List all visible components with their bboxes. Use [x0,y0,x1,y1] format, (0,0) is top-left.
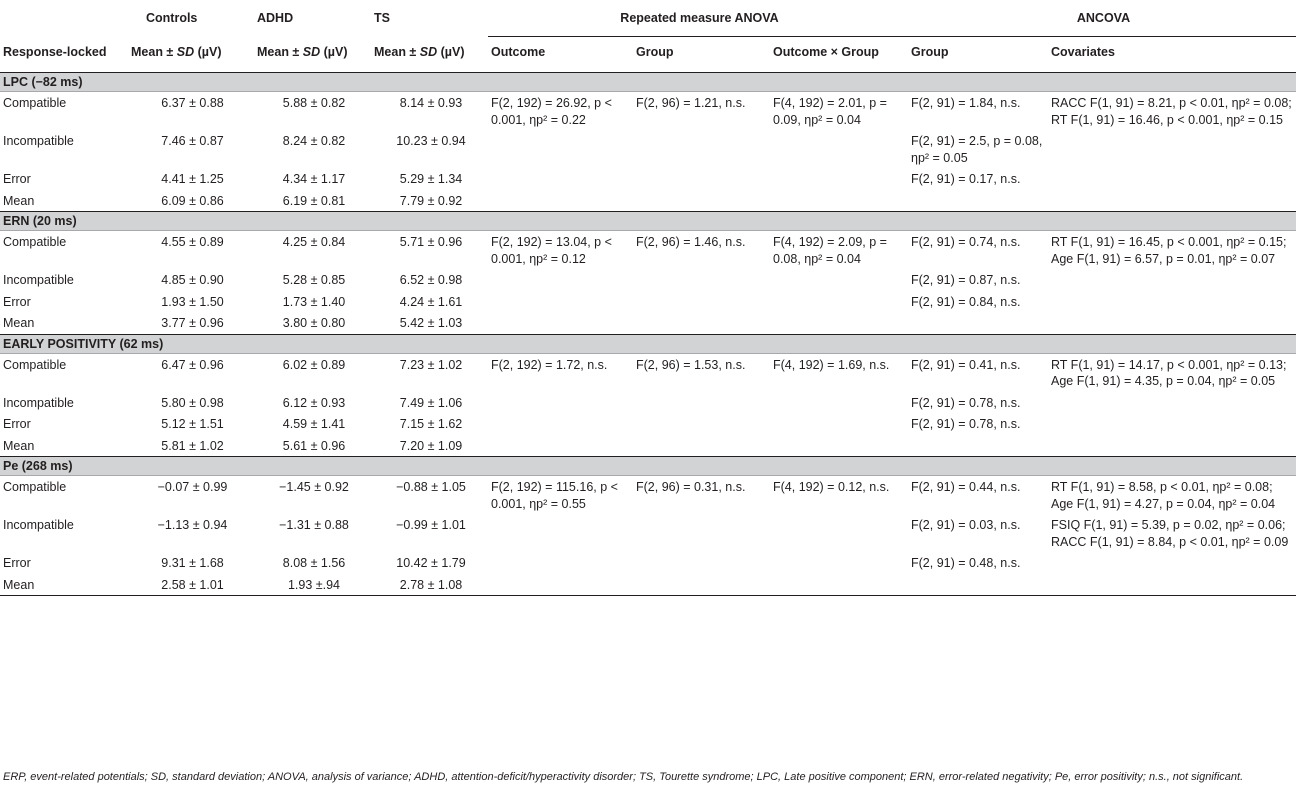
anova-outcome [488,291,633,313]
header-mean-sd-adhd: Mean ± SD (µV) [254,37,371,73]
table-row [0,353,1296,392]
table-row [0,92,1296,131]
ancova-group [908,190,1048,212]
anova-interaction: F(4, 192) = 2.09, p = 0.08, ηp² = 0.04 [773,235,887,266]
table-row [0,312,1296,334]
adhd-value: 8.08 ± 1.56 [282,556,346,570]
row-label: Mean [3,577,35,592]
ancova-covariates: RACC F(1, 91) = 8.21, p < 0.01, ηp² = 0.08; RT F(1, 91) = 16.46, p < 0.001, ηp² = 0.15 [1051,96,1292,127]
ts-value: 5.71 ± 0.96 [399,235,463,249]
results-table [0,6,1296,596]
adhd-value: 4.59 ± 1.41 [282,417,346,431]
anova-interaction [770,552,908,574]
ancova-covariates: RT F(1, 91) = 14.17, p < 0.001, ηp² = 0.13; Age F(1, 91) = 4.35, p = 0.04, ηp² = 0.05 [1051,357,1287,388]
row-label: Compatible [3,235,67,249]
anova-interaction [770,435,908,457]
table-body [0,73,1296,596]
table-row [0,291,1296,313]
row-label: Error [3,172,31,186]
section-header-row [0,73,1296,92]
row-label: Error [3,556,31,570]
controls-value: 1.93 ± 1.50 [161,294,224,309]
ancova-covariates [1048,291,1296,313]
anova-outcome: F(2, 192) = 13.04, p < 0.001, ηp² = 0.12 [491,235,612,266]
row-label: Error [3,417,31,431]
ancova-group: F(2, 91) = 0.84, n.s. [911,294,1021,309]
row-label: Error [3,294,31,309]
table-footnote: ERP, event-related potentials; SD, standard deviation; ANOVA, analysis of variance; ADHD, attention-deficit/hyperactivity disorder; TS, Tourette syndrome; LPC, Late positive component; ERN, error-related negativity; Pe, error positivity; n.s., not significant. [3,771,1244,783]
table-row [0,392,1296,414]
controls-value: 4.55 ± 0.89 [161,235,224,249]
section-title: Pe (268 ms) [0,457,1296,476]
anova-outcome [488,269,633,291]
table-row [0,476,1296,515]
section-title: ERN (20 ms) [0,212,1296,231]
header-empty [0,6,128,37]
header-outcome: Outcome [488,37,633,73]
ts-value: 2.78 ± 1.08 [399,577,463,592]
controls-value: 2.58 ± 1.01 [161,577,224,592]
ancova-covariates: RT F(1, 91) = 8.58, p < 0.01, ηp² = 0.08; Age F(1, 91) = 4.27, p = 0.04, ηp² = 0.04 [1051,480,1276,511]
anova-group [633,552,770,574]
anova-group [633,269,770,291]
anova-group [633,130,770,168]
anova-outcome [488,514,633,552]
table-row [0,514,1296,552]
table-row [0,269,1296,291]
table-row [0,413,1296,435]
anova-group [633,392,770,414]
ts-value: 5.42 ± 1.03 [399,316,463,330]
section-header-row [0,334,1296,353]
anova-interaction: F(4, 192) = 1.69, n.s. [773,357,890,372]
row-label: Incompatible [3,518,74,532]
header-covariates: Covariates [1048,37,1296,73]
ancova-covariates [1048,269,1296,291]
ts-value: 8.14 ± 0.93 [399,96,463,110]
controls-value: 7.46 ± 0.87 [161,134,224,148]
adhd-value: −1.45 ± 0.92 [279,480,349,494]
header-adhd: ADHD [257,11,294,25]
table-row [0,231,1296,270]
row-label: Incompatible [3,395,74,410]
ancova-group: F(2, 91) = 0.41, n.s. [911,357,1021,372]
anova-outcome [488,168,633,190]
anova-group: F(2, 96) = 0.31, n.s. [636,480,746,494]
ts-value: 5.29 ± 1.34 [399,172,463,186]
ancova-group: F(2, 91) = 0.74, n.s. [911,235,1021,249]
ancova-group: F(2, 91) = 2.5, p = 0.08, ηp² = 0.05 [911,134,1043,165]
ancova-covariates [1048,435,1296,457]
ts-value: 4.24 ± 1.61 [399,294,463,309]
anova-outcome [488,190,633,212]
header-ancova: ANCOVA [908,6,1296,37]
anova-group [633,190,770,212]
anova-interaction [770,168,908,190]
ts-value: −0.99 ± 1.01 [396,518,466,532]
table-row [0,130,1296,168]
anova-interaction: F(4, 192) = 2.01, p = 0.09, ηp² = 0.04 [773,96,887,127]
table-row [0,435,1296,457]
ancova-covariates: RT F(1, 91) = 16.45, p < 0.001, ηp² = 0.15; Age F(1, 91) = 6.57, p = 0.01, ηp² = 0.07 [1051,235,1287,266]
anova-interaction [770,514,908,552]
row-label: Incompatible [3,273,74,287]
anova-group [633,435,770,457]
ancova-group: F(2, 91) = 0.48, n.s. [911,556,1021,570]
adhd-value: 1.93 ±.94 [287,577,341,592]
ts-value: 10.42 ± 1.79 [396,556,466,570]
controls-value: −0.07 ± 0.99 [157,480,228,494]
ancova-group [908,312,1048,334]
header-mean-sd-controls: Mean ± SD (µV) [128,37,254,73]
anova-interaction [770,190,908,212]
ts-value: 7.20 ± 1.09 [399,438,463,453]
row-label: Compatible [3,357,67,372]
header-row-top [0,6,1296,37]
ancova-group: F(2, 91) = 0.17, n.s. [911,172,1021,186]
row-label: Mean [3,193,35,208]
adhd-value: 8.24 ± 0.82 [282,134,346,148]
anova-outcome: F(2, 192) = 1.72, n.s. [491,357,608,372]
anova-group [633,312,770,334]
anova-interaction: F(4, 192) = 0.12, n.s. [773,480,890,494]
header-rm-anova: Repeated measure ANOVA [488,6,908,37]
anova-outcome [488,392,633,414]
row-label: Incompatible [3,134,74,148]
anova-group: F(2, 96) = 1.53, n.s. [636,357,746,372]
anova-group [633,168,770,190]
ancova-covariates [1048,312,1296,334]
adhd-value: 6.12 ± 0.93 [282,395,346,410]
anova-interaction [770,269,908,291]
controls-value: 5.81 ± 1.02 [161,438,224,453]
controls-value: 4.85 ± 0.90 [161,273,224,287]
anova-outcome [488,574,633,596]
section-title: EARLY POSITIVITY (62 ms) [0,334,1296,353]
row-label: Mean [3,438,35,453]
anova-interaction [770,312,908,334]
table-row [0,552,1296,574]
ts-value: −0.88 ± 1.05 [396,480,466,494]
section-header-row [0,457,1296,476]
header-ancova-group: Group [908,37,1048,73]
ancova-group: F(2, 91) = 0.44, n.s. [911,480,1021,494]
section-header-row [0,212,1296,231]
ts-value: 6.52 ± 0.98 [399,273,463,287]
controls-value: 5.80 ± 0.98 [161,395,224,410]
ancova-covariates [1048,552,1296,574]
ancova-group: F(2, 91) = 1.84, n.s. [911,96,1021,110]
ts-value: 7.79 ± 0.92 [399,193,463,208]
ts-value: 7.15 ± 1.62 [399,417,463,431]
anova-group: F(2, 96) = 1.21, n.s. [636,96,746,110]
controls-value: 6.37 ± 0.88 [161,96,224,110]
anova-outcome [488,413,633,435]
anova-outcome [488,552,633,574]
ancova-covariates [1048,574,1296,596]
ancova-covariates [1048,130,1296,168]
table-row [0,168,1296,190]
anova-outcome [488,435,633,457]
header-outcome-x-group: Outcome × Group [770,37,908,73]
controls-value: 4.41 ± 1.25 [161,172,224,186]
header-row-sub [0,37,1296,73]
ts-value: 7.23 ± 1.02 [399,357,463,372]
ancova-group [908,574,1048,596]
anova-interaction [770,413,908,435]
anova-interaction [770,291,908,313]
header-mean-sd-ts: Mean ± SD (µV) [371,37,488,73]
adhd-value: 4.34 ± 1.17 [282,172,346,186]
anova-group [633,413,770,435]
ancova-covariates [1048,392,1296,414]
row-label: Mean [3,316,35,330]
ancova-group: F(2, 91) = 0.87, n.s. [911,273,1021,287]
controls-value: −1.13 ± 0.94 [157,518,228,532]
controls-value: 6.47 ± 0.96 [161,357,224,372]
ancova-covariates: FSIQ F(1, 91) = 5.39, p = 0.02, ηp² = 0.06; RACC F(1, 91) = 8.84, p < 0.01, ηp² = 0.09 [1051,518,1289,549]
anova-outcome [488,312,633,334]
section-title: LPC (−82 ms) [0,73,1296,92]
anova-outcome: F(2, 192) = 26.92, p < 0.001, ηp² = 0.22 [491,96,612,127]
anova-group: F(2, 96) = 1.46, n.s. [636,235,746,249]
ancova-group [908,435,1048,457]
ancova-group: F(2, 91) = 0.78, n.s. [911,417,1021,431]
adhd-value: 5.61 ± 0.96 [282,438,346,453]
ancova-covariates [1048,168,1296,190]
anova-interaction [770,392,908,414]
header-controls: Controls [146,11,198,25]
controls-value: 9.31 ± 1.68 [161,556,224,570]
ancova-covariates [1048,190,1296,212]
adhd-value: 6.19 ± 0.81 [282,193,346,208]
header-response-locked: Response-locked [0,37,128,73]
anova-interaction [770,130,908,168]
table-row [0,190,1296,212]
row-label: Compatible [3,96,67,110]
anova-interaction [770,574,908,596]
controls-value: 5.12 ± 1.51 [161,417,224,431]
adhd-value: 1.73 ± 1.40 [282,294,346,309]
ts-value: 7.49 ± 1.06 [399,395,463,410]
anova-group [633,291,770,313]
adhd-value: 3.80 ± 0.80 [282,316,346,330]
controls-value: 3.77 ± 0.96 [161,316,224,330]
adhd-value: 5.88 ± 0.82 [282,96,346,110]
header-group: Group [633,37,770,73]
adhd-value: 5.28 ± 0.85 [282,273,346,287]
ts-value: 10.23 ± 0.94 [396,134,466,148]
adhd-value: 6.02 ± 0.89 [282,357,346,372]
adhd-value: 4.25 ± 0.84 [282,235,346,249]
header-ts: TS [374,11,390,25]
adhd-value: −1.31 ± 0.88 [279,518,349,532]
anova-group [633,514,770,552]
ancova-group: F(2, 91) = 0.03, n.s. [911,518,1021,532]
ancova-group: F(2, 91) = 0.78, n.s. [911,395,1021,410]
ancova-covariates [1048,413,1296,435]
table-row [0,574,1296,596]
anova-group [633,574,770,596]
row-label: Compatible [3,480,67,494]
anova-outcome [488,130,633,168]
anova-outcome: F(2, 192) = 115.16, p < 0.001, ηp² = 0.55 [491,480,618,511]
controls-value: 6.09 ± 0.86 [161,193,224,208]
